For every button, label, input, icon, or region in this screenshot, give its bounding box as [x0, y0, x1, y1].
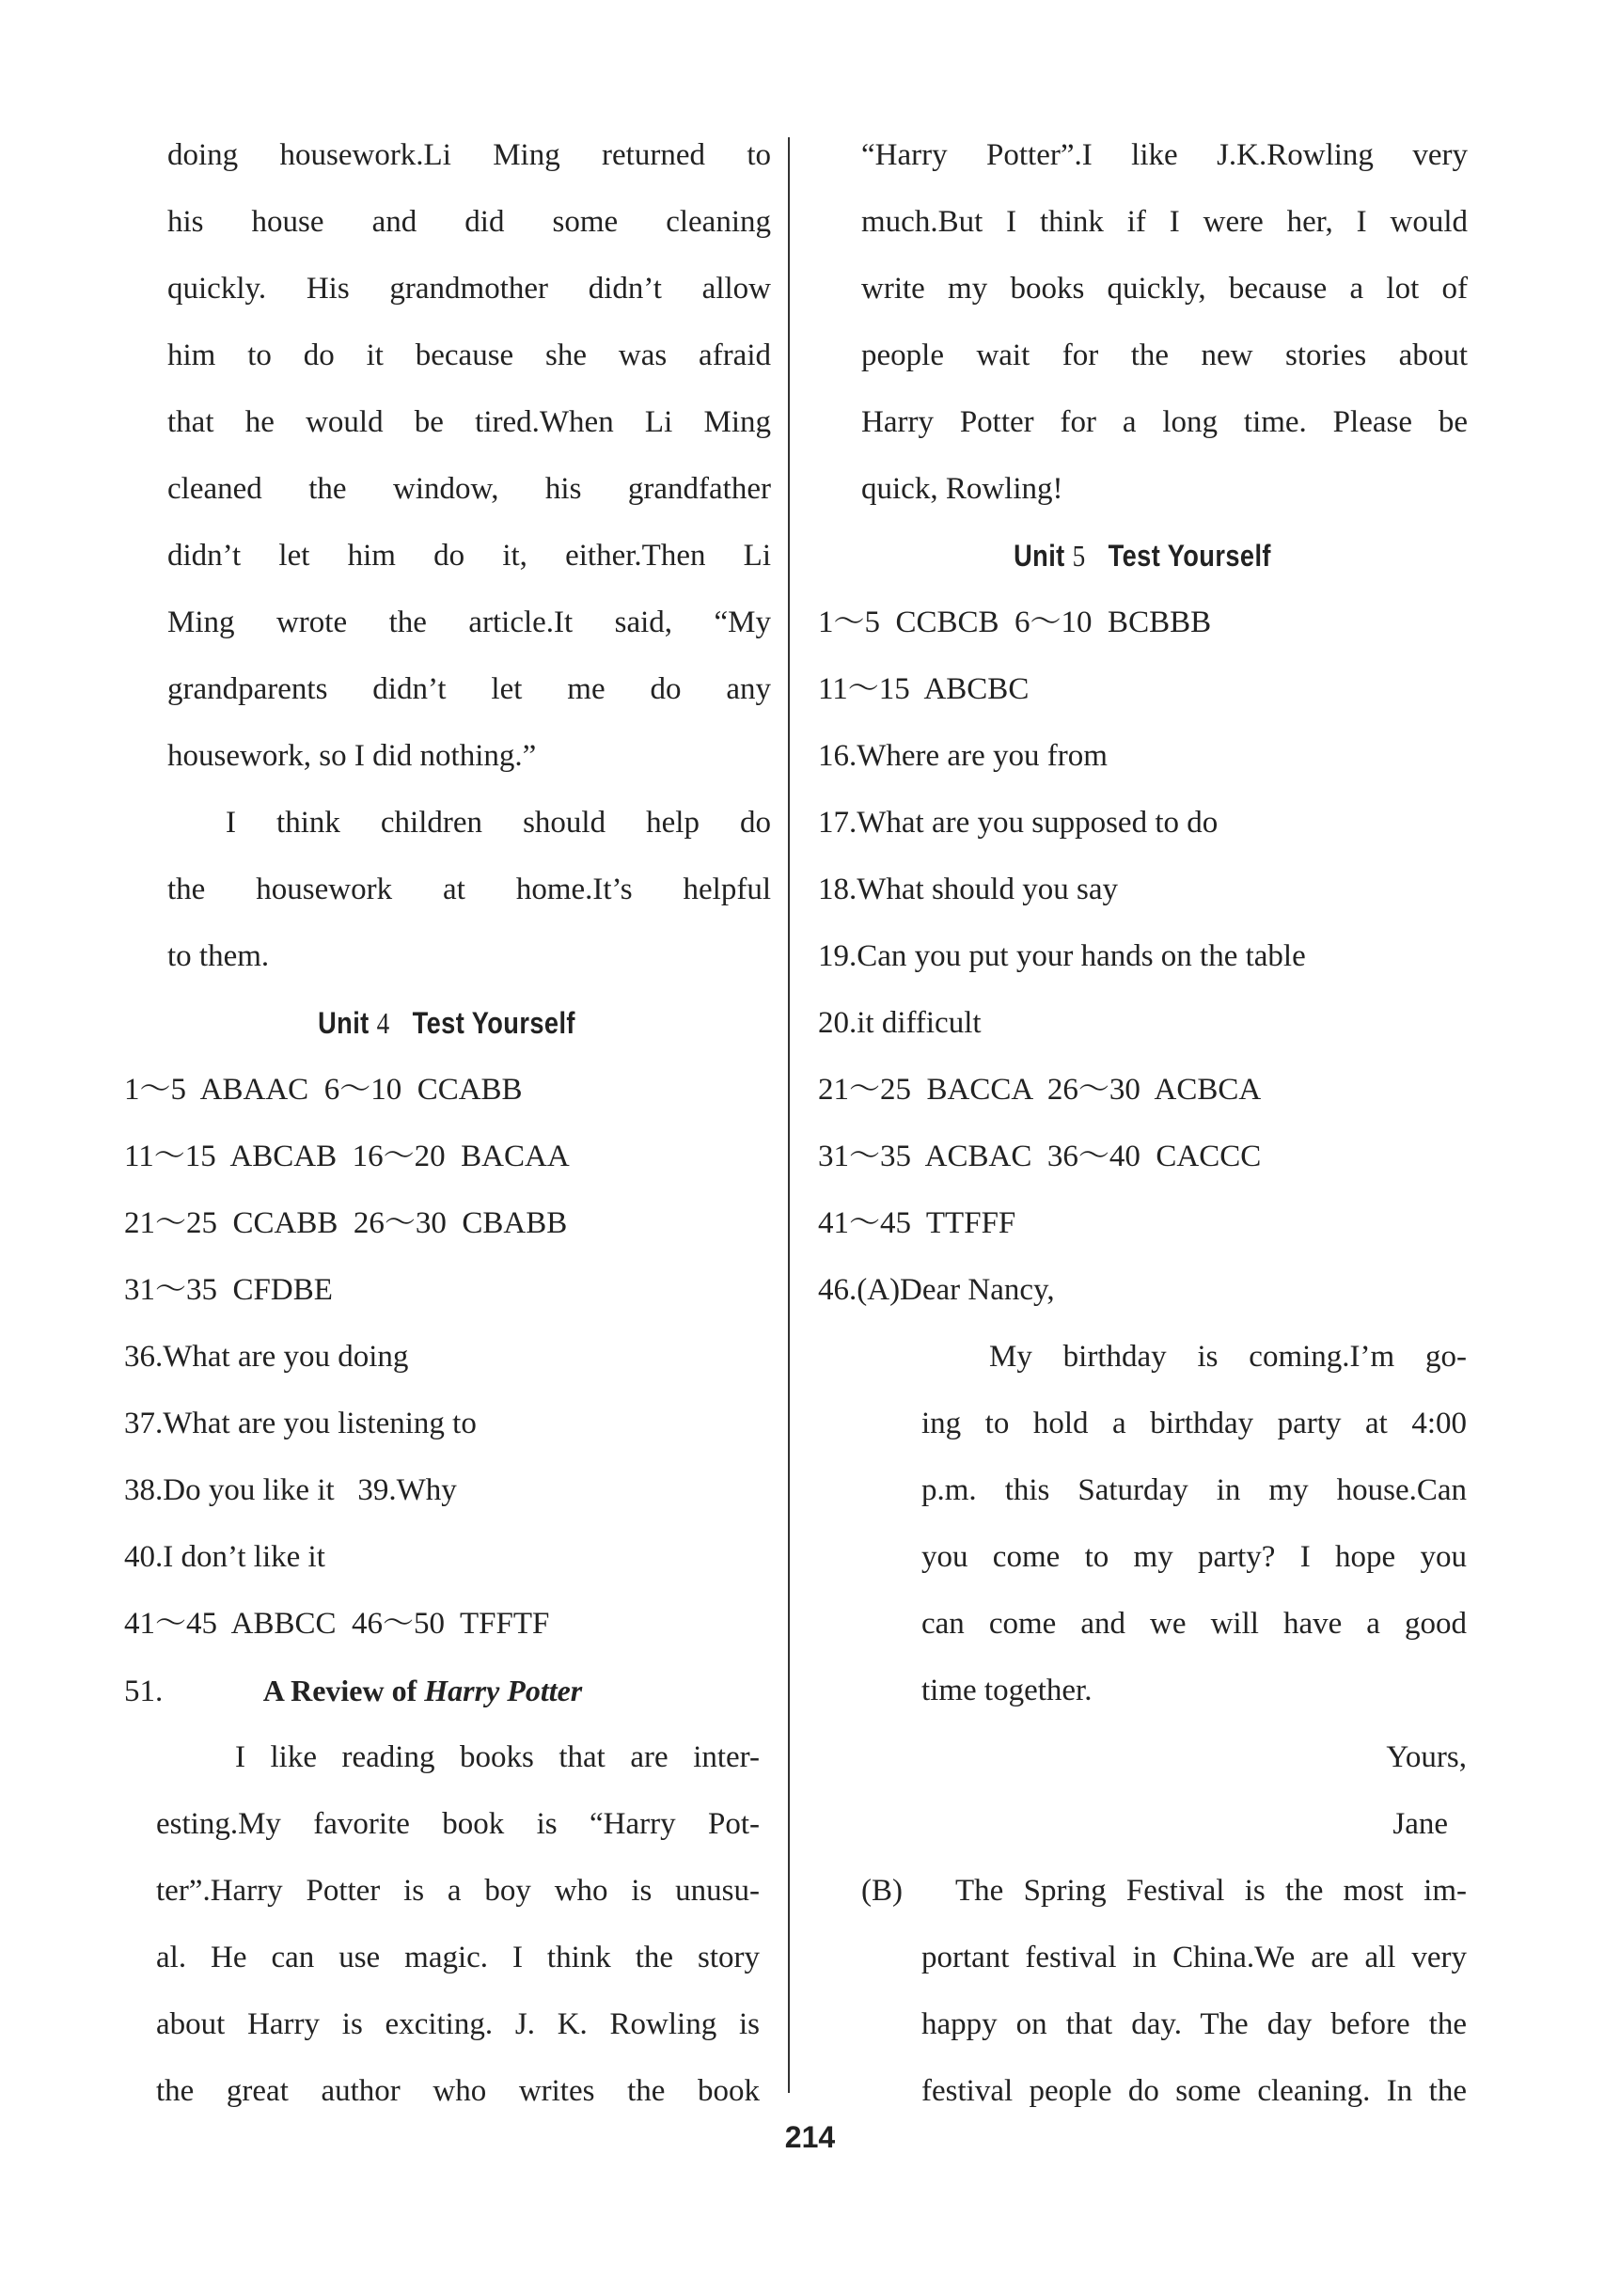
answer-line: 46.(A)Dear Nancy,: [818, 1273, 1055, 1307]
text-line: you come to my party? I hope you: [921, 1540, 1467, 1574]
unit4-answers: [0, 1057, 771, 1724]
text-line: Harry Potter for a long time. Please be: [861, 405, 1468, 439]
letter-signature: Jane: [1392, 1807, 1448, 1841]
answer-line: 41～45 ABBCC 46～50 TFFTF: [124, 1607, 550, 1641]
text-line: portant festival in China.We are all very: [921, 1941, 1467, 1974]
answer-line: 21～25 CCABB 26～30 CBABB: [124, 1206, 568, 1240]
part-b-paragraph: [818, 1858, 1467, 2125]
answer-line: 40.I don’t like it: [124, 1540, 325, 1574]
unit-title: Test Yourself: [412, 1006, 575, 1040]
text-line: ing to hold a birthday party at 4:00: [921, 1407, 1467, 1440]
unit5-heading: [867, 523, 1419, 590]
answer-line: 16.Where are you from: [818, 739, 1108, 773]
text-line: quickly. His grandmother didn’t allow: [167, 272, 771, 306]
column-divider: [788, 137, 790, 2093]
unit-number: 5: [1072, 539, 1086, 573]
text-line: I think children should help do: [226, 806, 771, 840]
page-number: 214: [784, 2120, 836, 2154]
text-line: doing housework.Li Ming returned to: [167, 138, 771, 172]
unit-word: Unit: [318, 1006, 370, 1040]
text-line: al. He can use magic. I think the story: [156, 1941, 760, 1974]
answer-line: 1～5 ABAAC 6～10 CCABB: [124, 1073, 523, 1107]
answer-line: 11～15 ABCAB 16～20 BACAA: [124, 1140, 570, 1173]
answer-line: 21～25 BACCA 26～30 ACBCA: [818, 1073, 1262, 1107]
text-line: time together.: [921, 1674, 1093, 1707]
text-line: to them.: [167, 939, 270, 973]
text-line: quick, Rowling!: [861, 472, 1063, 506]
invitation-letter: [818, 1324, 1467, 1858]
text-line: write my books quickly, because a lot of: [861, 272, 1468, 306]
text-line: that he would be tired.When Li Ming: [167, 405, 771, 439]
answer-line: 36.What are you doing: [124, 1340, 409, 1374]
text-line: about Harry is exciting. J. K. Rowling is: [156, 2007, 760, 2041]
unit-word: Unit: [1014, 539, 1065, 573]
review-title-prefix: A Review of: [262, 1674, 417, 1707]
text-line: much.But I think if I were her, I would: [861, 205, 1468, 239]
text-line: grandparents didn’t let me do any: [167, 672, 771, 706]
text-line: ter”.Harry Potter is a boy who is unusu-: [156, 1874, 760, 1908]
text-line: the housework at home.It’s helpful: [167, 873, 771, 906]
text-line: housework, so I did nothing.”: [167, 739, 537, 773]
answer-line: 17.What are you supposed to do: [818, 806, 1219, 840]
text-line: Ming wrote the article.It said, “My: [167, 605, 771, 639]
unit-title: Test Yourself: [1108, 539, 1271, 573]
text-line: can come and we will have a good: [921, 1607, 1467, 1641]
answer-line: 11～15 ABCBC: [818, 672, 1030, 706]
answer-line: 20.it difficult: [818, 1006, 982, 1040]
text-line: cleaned the window, his grandfather: [167, 472, 771, 506]
opinion-paragraph: [122, 790, 771, 990]
q51-title-line: [124, 1658, 771, 1724]
text-line: “Harry Potter”.I like J.K.Rowling very: [861, 138, 1468, 172]
answer-line: 41～45 TTFFF: [818, 1206, 1016, 1240]
text-line: happy on that day. The day before the: [921, 2007, 1467, 2041]
text-line: his house and did some cleaning: [167, 205, 771, 239]
text-line: people wait for the new stories about: [861, 338, 1468, 372]
letter-closing: Yours,: [1386, 1740, 1467, 1774]
answer-line: 18.What should you say: [818, 873, 1118, 906]
answer-line: 19.Can you put your hands on the table: [818, 939, 1306, 973]
text-line: the great author who writes the book: [156, 2074, 760, 2108]
text-line: him to do it because she was afraid: [167, 338, 771, 372]
text-line: My birthday is coming.I’m go-: [989, 1340, 1467, 1374]
text-line: I like reading books that are inter-: [235, 1740, 760, 1774]
story-paragraph: [122, 122, 771, 790]
left-column: [122, 122, 771, 2125]
review-title: [263, 1674, 583, 1707]
answer-line: 31～35 CFDBE: [124, 1273, 333, 1307]
review-paragraph: [0, 1724, 760, 2125]
unit-number: 4: [376, 1006, 390, 1040]
text-line: esting.My favorite book is “Harry Pot-: [156, 1807, 760, 1841]
answer-line: 1～5 CCBCB 6～10 BCBBB: [818, 605, 1212, 639]
text-line: The Spring Festival is the most im-: [955, 1874, 1467, 1908]
text-line: festival people do some cleaning. In the: [921, 2074, 1467, 2108]
part-b-label: (B): [861, 1874, 903, 1908]
answer-line: 31～35 ACBAC 36～40 CACCC: [818, 1140, 1262, 1173]
part-b: [818, 1858, 1467, 2125]
answer-line: 38.Do you like it 39.Why: [124, 1473, 457, 1507]
text-line: didn’t let him do it, either.Then Li: [167, 539, 771, 573]
unit4-heading: [171, 990, 723, 1057]
review-continuation: [818, 122, 1468, 523]
unit5-answers: [818, 590, 1467, 1324]
question-number: 51.: [124, 1675, 164, 1708]
right-column: [818, 122, 1467, 2125]
answer-line: 37.What are you listening to: [124, 1407, 477, 1440]
review-title-book: Harry Potter: [424, 1674, 583, 1707]
text-line: p.m. this Saturday in my house.Can: [921, 1473, 1467, 1507]
